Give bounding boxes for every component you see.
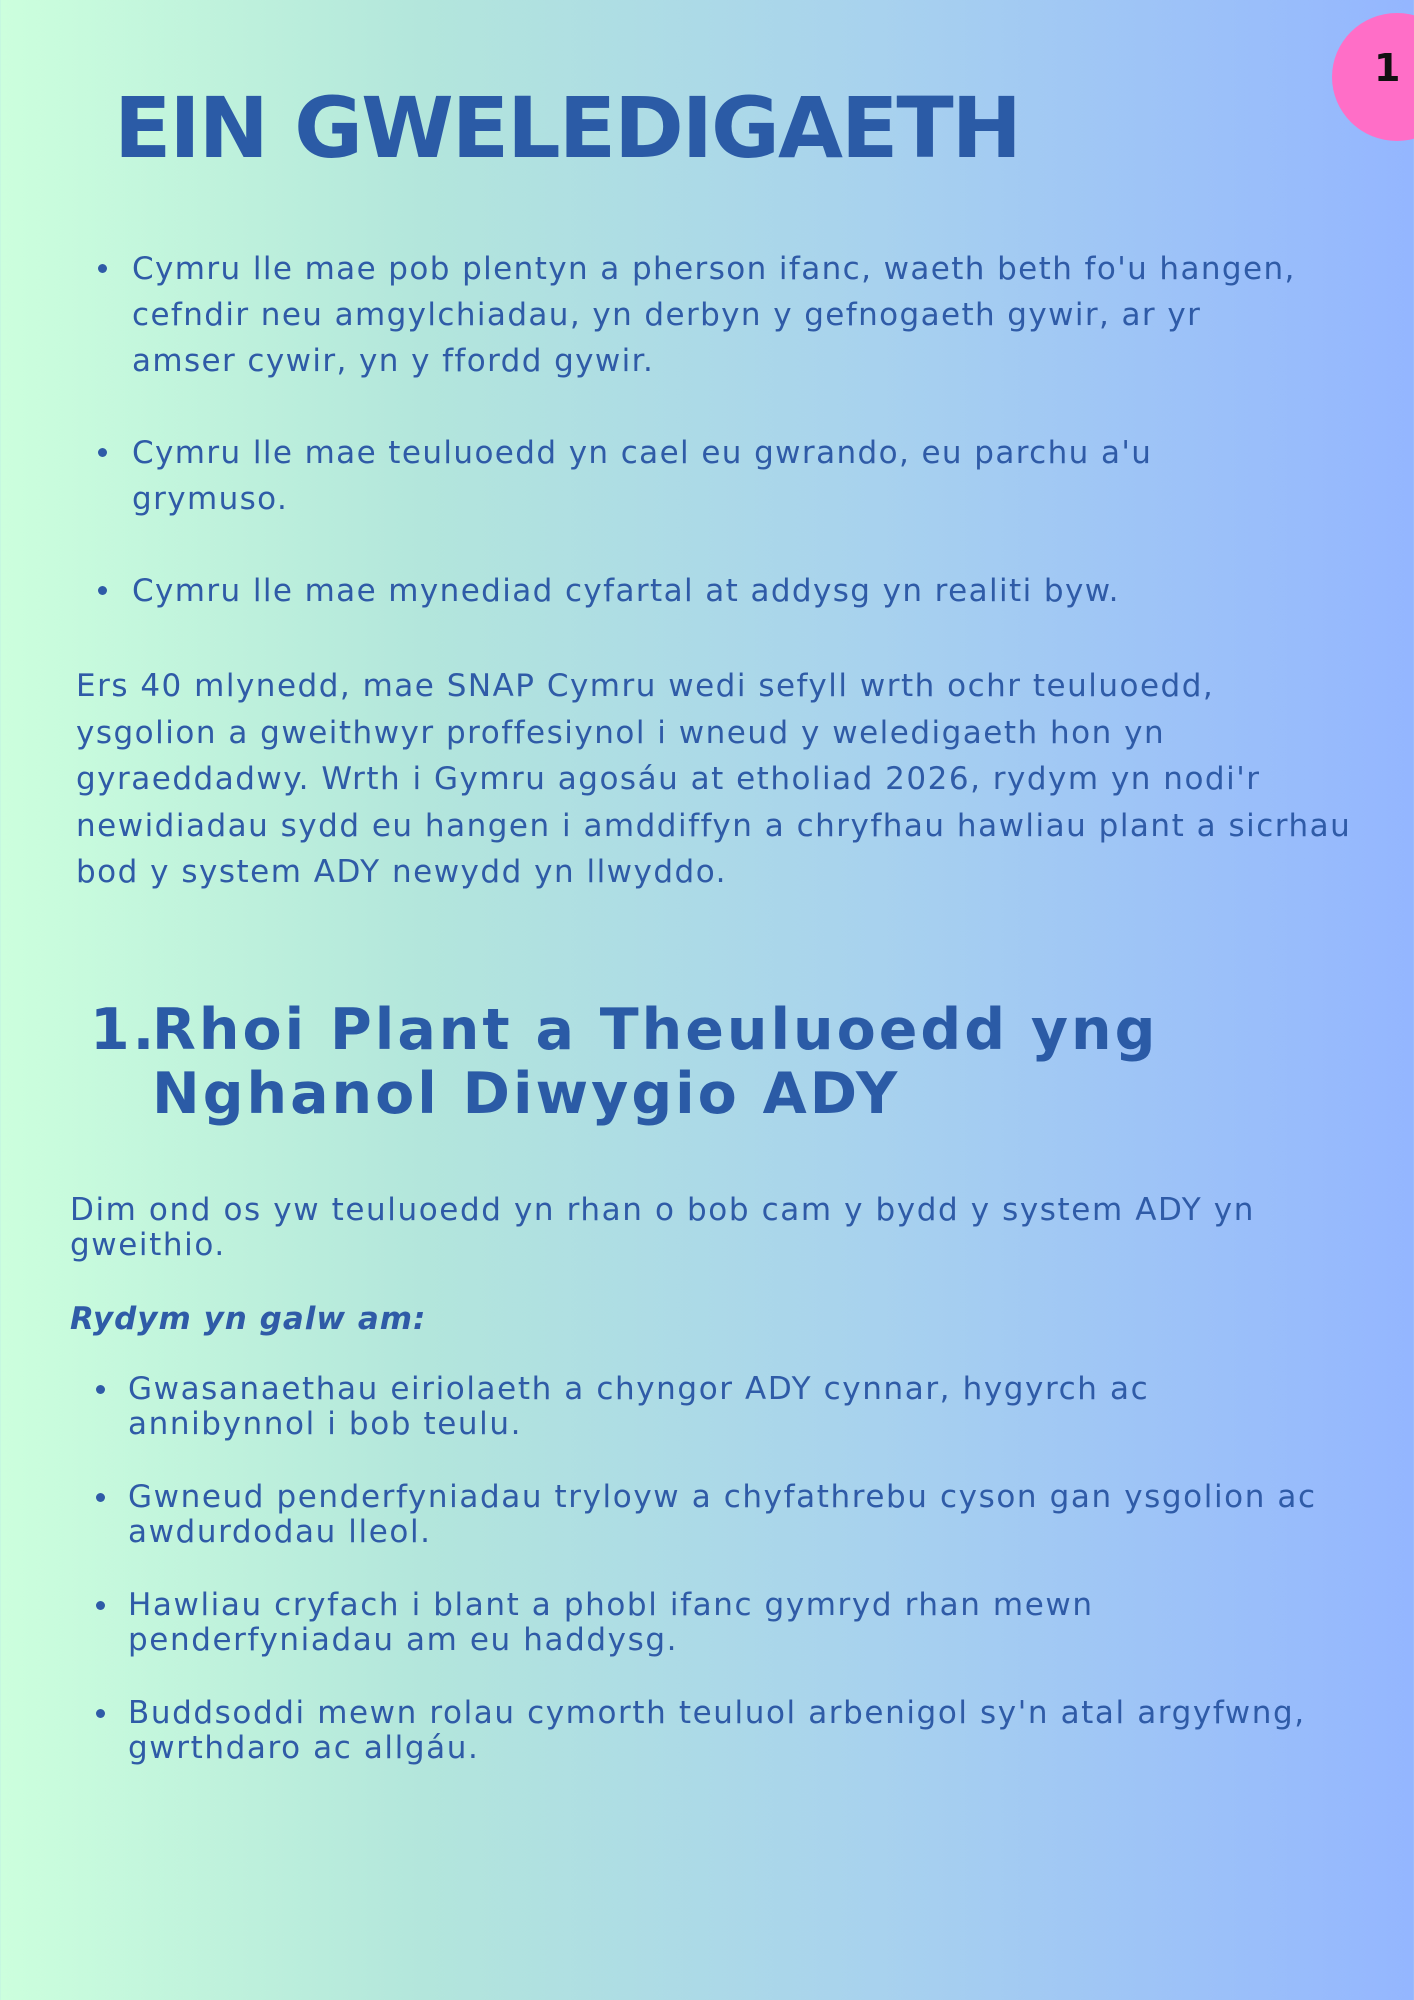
call-item — [128, 1372, 1348, 1442]
vision-item — [132, 246, 1312, 384]
vision-item — [132, 568, 1312, 614]
call-item-text: Hawliau cryfach i blant a phobl ifanc gymryd rhan mewn penderfyniadau am eu haddysg. — [128, 1587, 1094, 1658]
bullet-icon — [98, 586, 107, 595]
bullet-icon — [96, 1709, 105, 1718]
intro-paragraph: Ers 40 mlynedd, mae SNAP Cymru wedi sefyll wrth ochr teuluoedd, ysgolion a gweithwyr proffesiynol i wneud y weledigaeth hon yn gyraeddadwy. Wrth i Gymru agosáu at etholiad 2026, rydym yn nodi'r newidiadau sydd eu hangen i amddiffyn a chryfhau hawliau plant a sicrhau bod y system ADY newydd yn llwyddo. — [76, 668, 1352, 890]
call-list — [128, 1372, 1348, 1804]
call-item-text: Gwneud penderfyniadau tryloyw a chyfathrebu cyson gan ysgolion ac awdurdodau lleol. — [128, 1479, 1317, 1550]
section-intro: Dim ond os yw teuluoedd yn rhan o bob cam y bydd y system ADY yn gweithio. — [70, 1192, 1255, 1263]
bullet-icon — [96, 1385, 105, 1394]
bullet-icon — [98, 448, 107, 457]
bullet-icon — [96, 1601, 105, 1610]
section-number: 1. — [90, 997, 158, 1063]
vision-item-text: Cymru lle mae mynediad cyfartal at addysg yn realiti byw. — [132, 573, 1120, 609]
vision-item-text: Cymru lle mae pob plentyn a pherson ifanc, waeth beth fo'u hangen, cefndir neu amgylchiadau, yn derbyn y gefnogaeth gywir, ar yr amser cywir, yn y ffordd gywir. — [132, 251, 1296, 379]
page-number: 1 — [1374, 46, 1401, 90]
call-label: Rydym yn galw am: — [70, 1301, 427, 1337]
page-number-badge — [1332, 13, 1414, 141]
bullet-icon — [96, 1493, 105, 1502]
bullet-icon — [98, 264, 107, 273]
call-item-text: Buddsoddi mewn rolau cymorth teuluol arbenigol sy'n atal argyfwng, gwrthdaro ac allgáu. — [128, 1695, 1306, 1766]
section-heading — [90, 998, 1270, 1126]
vision-item-text: Cymru lle mae teuluoedd yn cael eu gwrando, eu parchu a'u grymuso. — [132, 435, 1153, 517]
section-heading-text: Rhoi Plant a Theuluoedd yng Nghanol Diwygio ADY — [152, 997, 1159, 1127]
page-title: EIN GWELEDIGAETH — [114, 79, 1020, 177]
vision-item — [132, 430, 1312, 522]
call-item-text: Gwasanaethau eiriolaeth a chyngor ADY cynnar, hygyrch ac annibynnol i bob teulu. — [128, 1371, 1150, 1442]
vision-list — [132, 246, 1312, 660]
call-item — [128, 1480, 1348, 1550]
call-item — [128, 1588, 1348, 1658]
call-item — [128, 1696, 1348, 1766]
